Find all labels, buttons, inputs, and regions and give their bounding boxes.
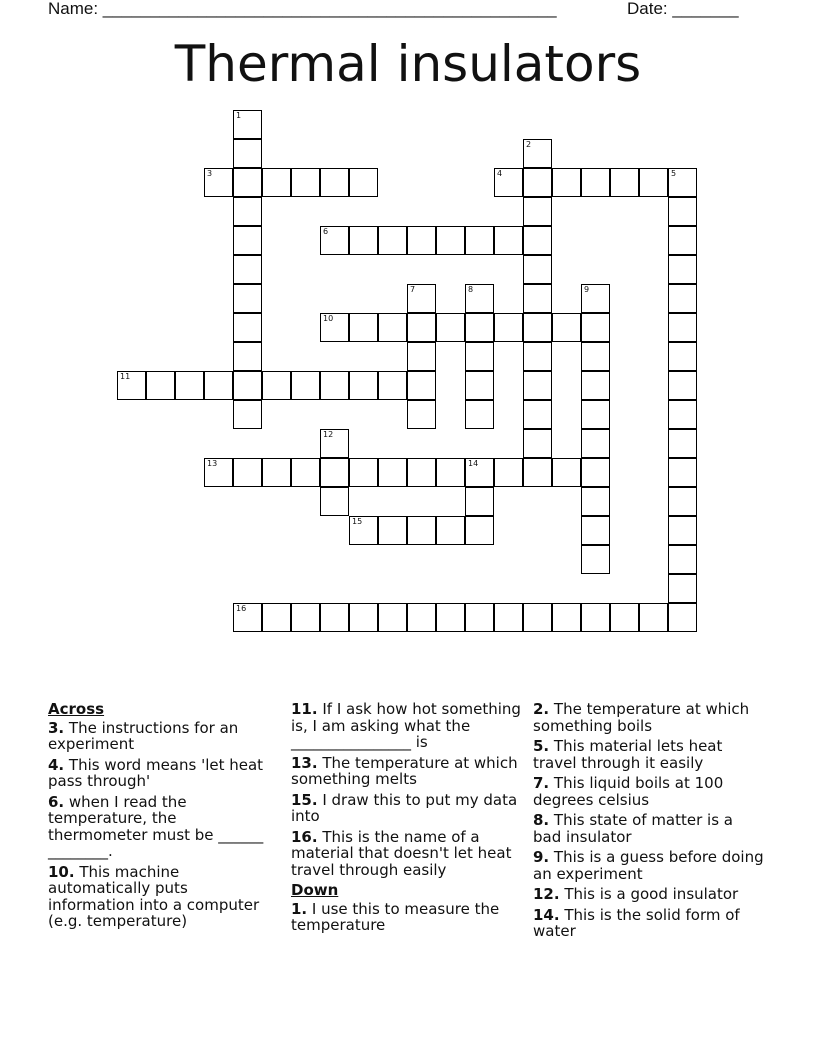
grid-cell[interactable] xyxy=(378,516,407,545)
clue-across-6: 6. when I read the temperature, the thermometer must be ______ ________. xyxy=(48,792,264,860)
grid-cell[interactable] xyxy=(262,371,291,400)
clue-column-2 xyxy=(291,701,527,938)
grid-cell[interactable] xyxy=(668,429,697,458)
grid-cell[interactable] xyxy=(523,197,552,226)
grid-cell[interactable] xyxy=(494,603,523,632)
clue-number: 12 xyxy=(323,430,334,439)
grid-cell[interactable] xyxy=(523,342,552,371)
clue-number: 10 xyxy=(323,314,334,323)
grid-cell[interactable] xyxy=(349,603,378,632)
grid-cell[interactable] xyxy=(320,226,349,255)
grid-cell[interactable] xyxy=(668,603,697,632)
grid-cell[interactable] xyxy=(581,168,610,197)
clue-across-10: 10. This machine automatically puts information into a computer (e.g. temperature) xyxy=(48,862,260,930)
page-title: Thermal insulators xyxy=(174,35,642,93)
grid-cell[interactable] xyxy=(262,458,291,487)
grid-cell[interactable] xyxy=(436,516,465,545)
grid-cell[interactable] xyxy=(233,226,262,255)
grid-cell[interactable] xyxy=(465,342,494,371)
grid-cell[interactable] xyxy=(581,429,610,458)
grid-cell[interactable] xyxy=(407,226,436,255)
clue-number: 1 xyxy=(236,111,242,120)
clue-down-1: 1. I use this to measure the temperature xyxy=(291,899,500,934)
clue-across-11: 11. If I ask how hot something is, I am asking what the ________________ is xyxy=(291,700,521,751)
grid-cell[interactable] xyxy=(262,168,291,197)
grid-cell[interactable] xyxy=(117,371,146,400)
grid-cell[interactable] xyxy=(610,603,639,632)
clue-down-7: 7. This liquid boils at 100 degrees celsius xyxy=(533,774,724,809)
grid-cell[interactable] xyxy=(233,139,262,168)
grid-cell[interactable] xyxy=(465,226,494,255)
grid-cell[interactable] xyxy=(668,284,697,313)
clue-across-3: 3. The instructions for an experiment xyxy=(48,718,239,753)
grid-cell[interactable] xyxy=(320,603,349,632)
grid-cell[interactable] xyxy=(233,458,262,487)
clue-number: 6 xyxy=(323,227,329,236)
header xyxy=(0,0,816,20)
grid-cell[interactable] xyxy=(639,603,668,632)
grid-cell[interactable] xyxy=(465,284,494,313)
down-heading: Down xyxy=(291,881,339,899)
grid-cell[interactable] xyxy=(523,255,552,284)
clue-number: 11 xyxy=(120,372,131,381)
grid-cell[interactable] xyxy=(146,371,175,400)
grid-cell[interactable] xyxy=(262,603,291,632)
grid-cell[interactable] xyxy=(465,371,494,400)
date-field-label: Date: _______ xyxy=(627,0,739,18)
name-field-label: Name: ________________________________________________ xyxy=(48,0,557,18)
grid-cell[interactable] xyxy=(407,516,436,545)
grid-cell[interactable] xyxy=(668,487,697,516)
grid-cell[interactable] xyxy=(407,603,436,632)
clue-across-13: 13. The temperature at which something melts xyxy=(291,753,518,788)
clue-number: 13 xyxy=(207,459,218,468)
grid-cell[interactable] xyxy=(233,284,262,313)
grid-cell[interactable] xyxy=(581,603,610,632)
grid-cell[interactable] xyxy=(523,226,552,255)
grid-cell[interactable] xyxy=(320,313,349,342)
grid-cell[interactable] xyxy=(465,458,494,487)
grid-cell[interactable] xyxy=(291,603,320,632)
grid-cell[interactable] xyxy=(233,197,262,226)
grid-cell[interactable] xyxy=(581,458,610,487)
clue-down-5: 5. This material lets heat travel through it easily xyxy=(533,737,723,772)
grid-cell[interactable] xyxy=(378,458,407,487)
grid-cell[interactable] xyxy=(668,168,697,197)
grid-cell[interactable] xyxy=(233,371,262,400)
clue-number: 14 xyxy=(468,459,479,468)
grid-cell[interactable] xyxy=(552,603,581,632)
grid-cell[interactable] xyxy=(668,516,697,545)
clue-number: 2 xyxy=(526,140,532,149)
grid-cell[interactable] xyxy=(204,168,233,197)
grid-cell[interactable] xyxy=(465,487,494,516)
grid-cell[interactable] xyxy=(204,371,233,400)
grid-cell[interactable] xyxy=(581,313,610,342)
grid-cell[interactable] xyxy=(233,110,262,139)
grid-cell[interactable] xyxy=(668,574,697,603)
grid-cell[interactable] xyxy=(233,313,262,342)
grid-cell[interactable] xyxy=(378,313,407,342)
grid-cell[interactable] xyxy=(581,487,610,516)
grid-cell[interactable] xyxy=(668,458,697,487)
grid-cell[interactable] xyxy=(320,168,349,197)
grid-cell[interactable] xyxy=(668,197,697,226)
grid-cell[interactable] xyxy=(465,400,494,429)
grid-cell[interactable] xyxy=(552,313,581,342)
grid-cell[interactable] xyxy=(320,371,349,400)
grid-cell[interactable] xyxy=(668,342,697,371)
grid-cell[interactable] xyxy=(465,516,494,545)
grid-cell[interactable] xyxy=(610,168,639,197)
clue-down-12: 12. This is a good insulator xyxy=(533,885,739,903)
grid-cell[interactable] xyxy=(291,458,320,487)
clue-across-4: 4. This word means 'let heat pass through' xyxy=(48,755,264,790)
grid-cell[interactable] xyxy=(436,458,465,487)
clue-number: 16 xyxy=(236,604,247,613)
grid-cell[interactable] xyxy=(494,226,523,255)
grid-cell[interactable] xyxy=(378,603,407,632)
grid-cell[interactable] xyxy=(639,168,668,197)
clue-down-2: 2. The temperature at which something boils xyxy=(533,700,750,735)
grid-cell[interactable] xyxy=(581,284,610,313)
clue-number: 9 xyxy=(584,285,590,294)
grid-cell[interactable] xyxy=(581,371,610,400)
clue-number: 4 xyxy=(497,169,503,178)
grid-cell[interactable] xyxy=(581,545,610,574)
grid-cell[interactable] xyxy=(320,429,349,458)
grid-cell[interactable] xyxy=(233,603,262,632)
grid-cell[interactable] xyxy=(349,371,378,400)
grid-cell[interactable] xyxy=(291,371,320,400)
grid-cell[interactable] xyxy=(668,226,697,255)
grid-cell[interactable] xyxy=(320,487,349,516)
clue-number: 15 xyxy=(352,517,363,526)
grid-cell[interactable] xyxy=(233,342,262,371)
grid-cell[interactable] xyxy=(233,400,262,429)
grid-cell[interactable] xyxy=(523,168,552,197)
clue-column-1 xyxy=(48,701,276,934)
grid-cell[interactable] xyxy=(407,400,436,429)
clue-number: 3 xyxy=(207,169,213,178)
grid-cell[interactable] xyxy=(436,603,465,632)
grid-cell[interactable] xyxy=(233,255,262,284)
grid-cell[interactable] xyxy=(523,284,552,313)
grid-cell[interactable] xyxy=(407,371,436,400)
grid-cell[interactable] xyxy=(378,371,407,400)
grid-cell[interactable] xyxy=(436,226,465,255)
grid-cell[interactable] xyxy=(581,400,610,429)
clue-down-8: 8. This state of matter is a bad insulator xyxy=(533,811,733,846)
clue-number: 5 xyxy=(671,169,677,178)
grid-cell[interactable] xyxy=(552,458,581,487)
grid-cell[interactable] xyxy=(668,371,697,400)
grid-cell[interactable] xyxy=(668,545,697,574)
across-heading: Across xyxy=(48,700,105,718)
grid-cell[interactable] xyxy=(494,313,523,342)
grid-cell[interactable] xyxy=(233,168,262,197)
grid-cell[interactable] xyxy=(349,313,378,342)
clue-down-14: 14. This is the solid form of water xyxy=(533,905,740,940)
grid-cell[interactable] xyxy=(407,458,436,487)
grid-cell[interactable] xyxy=(407,342,436,371)
grid-cell[interactable] xyxy=(349,458,378,487)
grid-cell[interactable] xyxy=(523,313,552,342)
grid-cell[interactable] xyxy=(581,342,610,371)
grid-cell[interactable] xyxy=(668,255,697,284)
clue-number: 8 xyxy=(468,285,474,294)
grid-cell[interactable] xyxy=(291,168,320,197)
grid-cell[interactable] xyxy=(523,603,552,632)
grid-cell[interactable] xyxy=(175,371,204,400)
grid-cell[interactable] xyxy=(349,516,378,545)
grid-cell[interactable] xyxy=(349,226,378,255)
grid-cell[interactable] xyxy=(349,168,378,197)
clue-down-9: 9. This is a guess before doing an experiment xyxy=(533,848,764,883)
grid-cell[interactable] xyxy=(436,313,465,342)
grid-cell[interactable] xyxy=(581,516,610,545)
grid-cell[interactable] xyxy=(465,603,494,632)
grid-cell[interactable] xyxy=(668,313,697,342)
grid-cell[interactable] xyxy=(407,313,436,342)
grid-cell[interactable] xyxy=(494,168,523,197)
grid-cell[interactable] xyxy=(465,313,494,342)
grid-cell[interactable] xyxy=(552,168,581,197)
grid-cell[interactable] xyxy=(494,458,523,487)
grid-cell[interactable] xyxy=(523,458,552,487)
clue-column-3 xyxy=(533,701,765,944)
grid-cell[interactable] xyxy=(523,400,552,429)
grid-cell[interactable] xyxy=(320,458,349,487)
grid-cell[interactable] xyxy=(407,284,436,313)
clue-number: 7 xyxy=(410,285,416,294)
grid-cell[interactable] xyxy=(523,429,552,458)
grid-cell[interactable] xyxy=(523,371,552,400)
grid-cell[interactable] xyxy=(668,400,697,429)
clue-across-16: 16. This is the name of a material that doesn't let heat travel through easily xyxy=(291,827,512,879)
grid-cell[interactable] xyxy=(378,226,407,255)
grid-cell[interactable] xyxy=(204,458,233,487)
clue-across-15: 15. I draw this to put my data into xyxy=(291,790,518,825)
grid-cell[interactable] xyxy=(523,139,552,168)
